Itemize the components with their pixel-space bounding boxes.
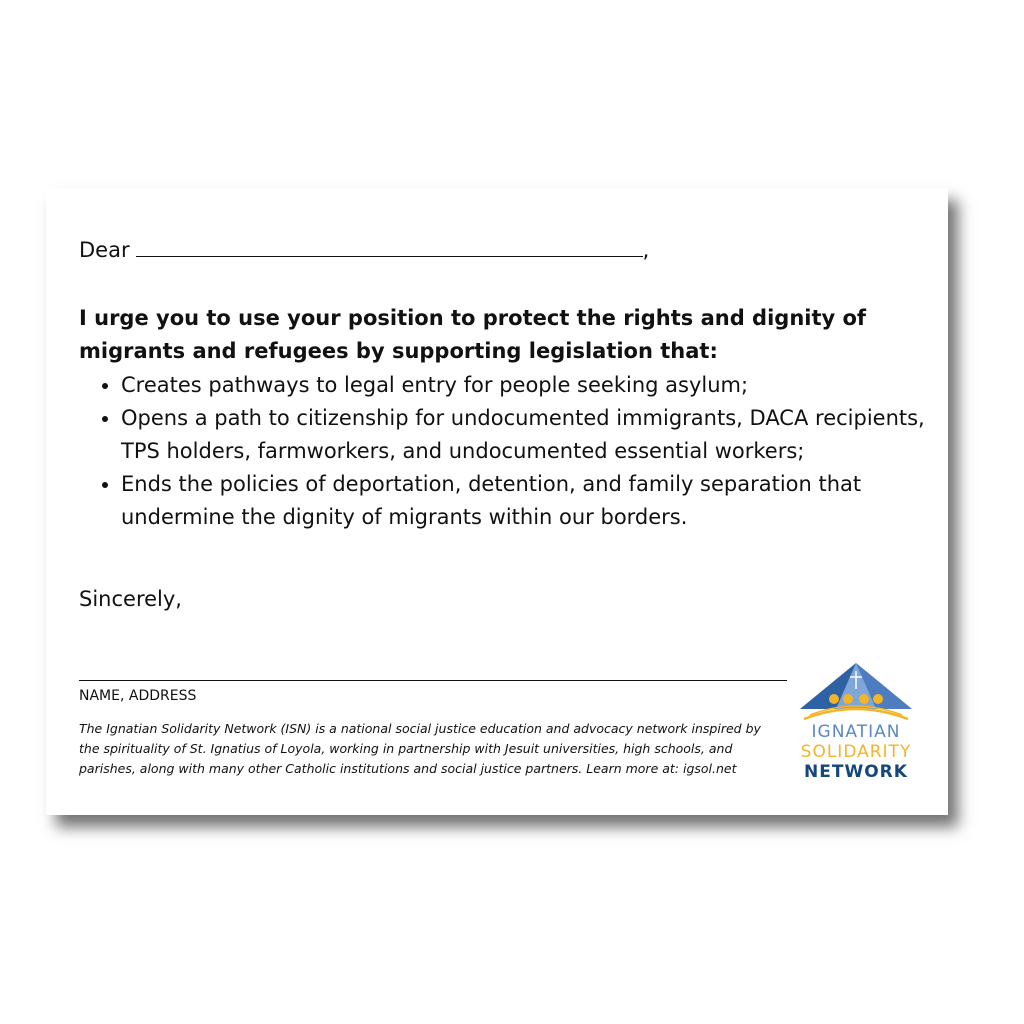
organization-description: The Ignatian Solidarity Network (ISN) is a national social justice education and advocacy network inspired by the spirituality of St. Ignatius of Loyola, working in partnership with Jesuit universities, high schools, and parishes, along with many other Catholic institutions and social justice partners. Learn more at: igsol.net [79,721,761,776]
salutation-comma: , [642,238,650,262]
isn-logo [796,661,916,786]
tent-cross-icon [796,661,916,723]
logo-text-solidarity: SOLIDARITY [800,742,912,762]
postcard [46,188,948,815]
logo-text-network: NETWORK [804,762,908,782]
list-item: • Ends the policies of deportation, detention, and family separation that undermine the dignity of migrants within our borders. [121,468,941,534]
list-item: • Opens a path to citizenship for undocumented immigrants, DACA recipients, TPS holders, farmworkers, and undocumented essential workers; [121,402,941,468]
signature-caption: NAME, ADDRESS [79,688,197,704]
intro-paragraph: I urge you to use your position to protect the rights and dignity of migrants and refugees by supporting legislation that: [79,306,867,363]
salutation-word: Dear [79,238,130,262]
list-item: • Creates pathways to legal entry for people seeking asylum; [121,369,941,402]
demands-list [79,369,941,534]
signature-line [79,680,787,681]
logo-text-ignatian: IGNATIAN [811,722,901,742]
recipient-blank [136,238,643,257]
closing: Sincerely, [79,587,182,611]
salutation-line [79,238,649,262]
